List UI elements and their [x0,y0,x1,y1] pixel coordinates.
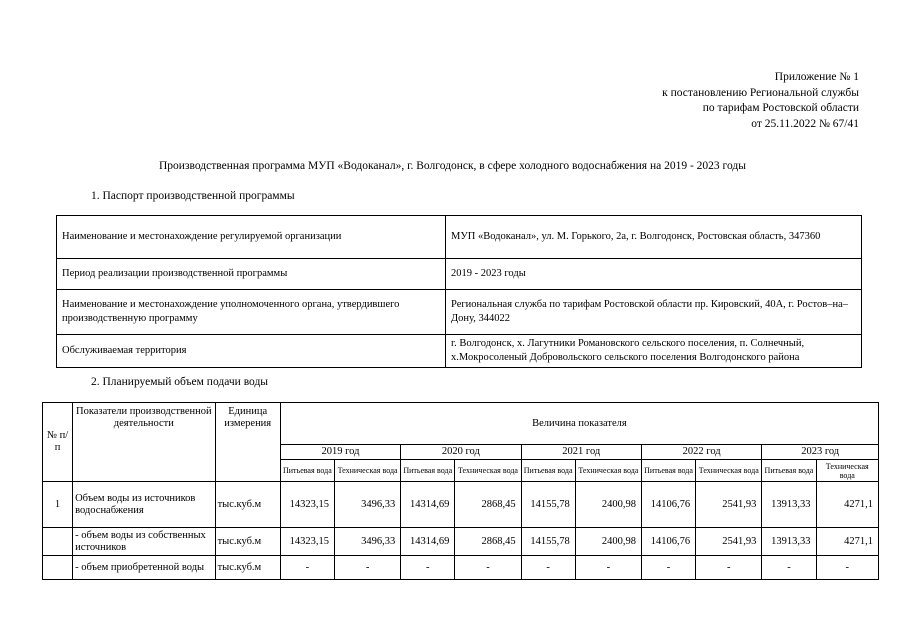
subheader-drinking: Питьевая вода [641,460,695,482]
cell-2020-technical: - [455,556,521,580]
passport-key: Обслуживаемая территория [57,335,446,368]
subheader-drinking: Питьевая вода [401,460,455,482]
subheader-technical: Техническая вода [334,460,400,482]
table-row [43,482,879,528]
cell-2023-drinking: - [762,556,816,580]
passport-row [57,290,862,335]
header-indicator: Показатели производственной деятельности [73,403,215,482]
cell-2019-drinking: - [280,556,334,580]
volume-table [42,402,879,580]
table-row [43,556,879,580]
cell-2020-drinking: 14314,69 [401,482,455,528]
cell-2019-drinking: 14323,15 [280,482,334,528]
subheader-drinking: Питьевая вода [521,460,575,482]
subheader-technical: Техническая вода [455,460,521,482]
row-unit: тыс.куб.м [215,556,280,580]
cell-2020-drinking: 14314,69 [401,528,455,556]
cell-2022-technical: 2541,93 [696,528,762,556]
cell-2019-technical: 3496,33 [334,482,400,528]
section-1-heading: 1. Паспорт производственной программы [91,190,295,202]
subheader-drinking: Питьевая вода [762,460,816,482]
cell-2021-technical: 2400,98 [575,528,641,556]
year-2023: 2023 год [762,445,879,460]
passport-key: Период реализации производственной программы [57,259,446,290]
subheader-technical: Техническая вода [696,460,762,482]
passport-value: 2019 - 2023 годы [446,259,862,290]
passport-value: г. Волгодонск, х. Лагутники Романовского сельского поселения, п. Солнечный, х.Мокросоленый Добровольского сельского поселения Волгодонского района [446,335,862,368]
row-indicator: - объем приобретенной воды [73,556,215,580]
cell-2021-technical: - [575,556,641,580]
cell-2019-drinking: 14323,15 [280,528,334,556]
appendix-line-1: Приложение № 1 [774,71,859,83]
row-indicator: Объем воды из источников водоснабжения [73,482,215,528]
year-2019: 2019 год [280,445,400,460]
passport-table [56,215,862,368]
cell-2021-drinking: - [521,556,575,580]
cell-2020-technical: 2868,45 [455,482,521,528]
appendix-line-3: по тарифам Ростовской области [702,102,859,114]
subheader-technical: Техническая вода [816,460,878,482]
header-unit: Единица измерения [215,403,280,482]
cell-2023-technical: - [816,556,878,580]
year-2022: 2022 год [641,445,761,460]
passport-key: Наименование и местонахождение регулируемой организации [57,216,446,259]
cell-2022-drinking: 14106,76 [641,482,695,528]
row-indicator: - объем воды из собственных источников [73,528,215,556]
cell-2022-drinking: - [641,556,695,580]
cell-2021-drinking: 14155,78 [521,528,575,556]
row-number: 1 [43,482,73,528]
cell-2020-technical: 2868,45 [455,528,521,556]
cell-2021-technical: 2400,98 [575,482,641,528]
row-number [43,556,73,580]
subheader-drinking: Питьевая вода [280,460,334,482]
year-2021: 2021 год [521,445,641,460]
passport-row [57,216,862,259]
appendix-block [662,70,859,132]
passport-value: Региональная служба по тарифам Ростовской области пр. Кировский, 40А, г. Ростов–на–Дону, 344022 [446,290,862,335]
passport-key: Наименование и местонахождение уполномоченного органа, утвердившего производственную программу [57,290,446,335]
cell-2021-drinking: 14155,78 [521,482,575,528]
section-2-heading: 2. Планируемый объем подачи воды [91,376,269,388]
document-title: Производственная программа МУП «Водоканал», г. Волгодонск, в сфере холодного водоснабжения на 2019 - 2023 годы [159,160,746,172]
cell-2023-technical: 4271,1 [816,528,878,556]
row-number [43,528,73,556]
appendix-line-4: от 25.11.2022 № 67/41 [751,117,859,130]
cell-2020-drinking: - [401,556,455,580]
header-row [43,403,879,445]
passport-value: МУП «Водоканал», ул. М. Горького, 2а, г. Волгодонск, Ростовская область, 347360 [446,216,862,259]
cell-2019-technical: - [334,556,400,580]
cell-2023-drinking: 13913,33 [762,528,816,556]
header-value: Величина показателя [280,403,878,445]
cell-2023-drinking: 13913,33 [762,482,816,528]
cell-2022-drinking: 14106,76 [641,528,695,556]
row-unit: тыс.куб.м [215,528,280,556]
cell-2019-technical: 3496,33 [334,528,400,556]
passport-row [57,335,862,368]
appendix-line-2: к постановлению Региональной службы [662,86,859,99]
row-unit: тыс.куб.м [215,482,280,528]
header-no: № п/п [43,403,73,482]
cell-2023-technical: 4271,1 [816,482,878,528]
year-2020: 2020 год [401,445,521,460]
subheader-technical: Техническая вода [575,460,641,482]
table-row [43,528,879,556]
passport-row [57,259,862,290]
cell-2022-technical: 2541,93 [696,482,762,528]
cell-2022-technical: - [696,556,762,580]
